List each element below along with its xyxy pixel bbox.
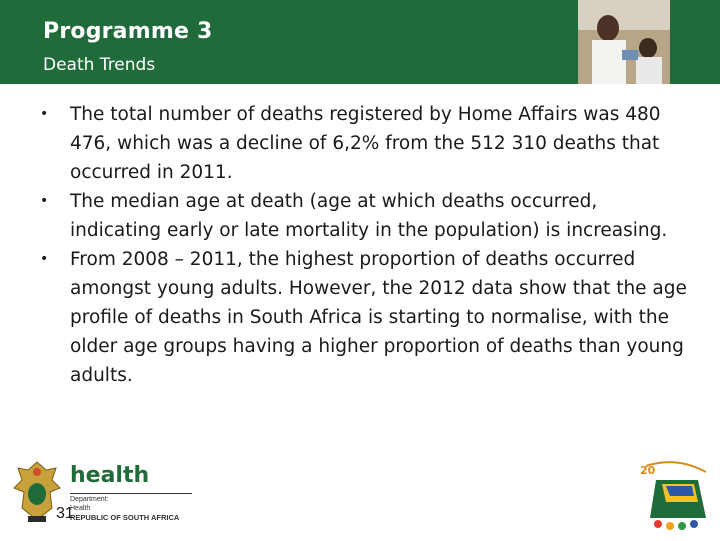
header-bar bbox=[0, 0, 720, 84]
dept-line-2: Health bbox=[70, 505, 91, 512]
logo-divider bbox=[70, 493, 192, 494]
dept-line-1: Department: bbox=[70, 496, 109, 503]
bullet-item: • From 2008 – 2011, the highest proportion of deaths occurred amongst young adults. However, the 2012 data show that the age profile of deaths in South Africa is starting to normalise, with the older age groups having a higher proportion of deaths than young adults. bbox=[40, 245, 690, 390]
slide-title: Programme 3 bbox=[43, 19, 213, 44]
bullet-dot-icon: • bbox=[40, 251, 49, 267]
slide-subtitle: Death Trends bbox=[43, 55, 156, 75]
bullet-list bbox=[40, 100, 690, 390]
health-logo-text: health bbox=[70, 463, 150, 488]
bullet-dot-icon: • bbox=[40, 193, 49, 209]
anniversary-logo bbox=[636, 458, 714, 536]
header-photo bbox=[578, 0, 670, 84]
svg-text:20: 20 bbox=[640, 464, 656, 477]
bullet-dot-icon: • bbox=[40, 106, 49, 122]
bullet-item: • The median age at death (age at which deaths occurred, indicating early or late mortality in the population) is increasing. bbox=[40, 187, 690, 245]
page-number: 31 bbox=[56, 505, 74, 522]
bullet-item: • The total number of deaths registered by Home Affairs was 480 476, which was a decline of 6,2% from the 512 310 deaths that occurred in 2011. bbox=[40, 100, 690, 187]
dept-line-3: REPUBLIC OF SOUTH AFRICA bbox=[70, 513, 180, 522]
